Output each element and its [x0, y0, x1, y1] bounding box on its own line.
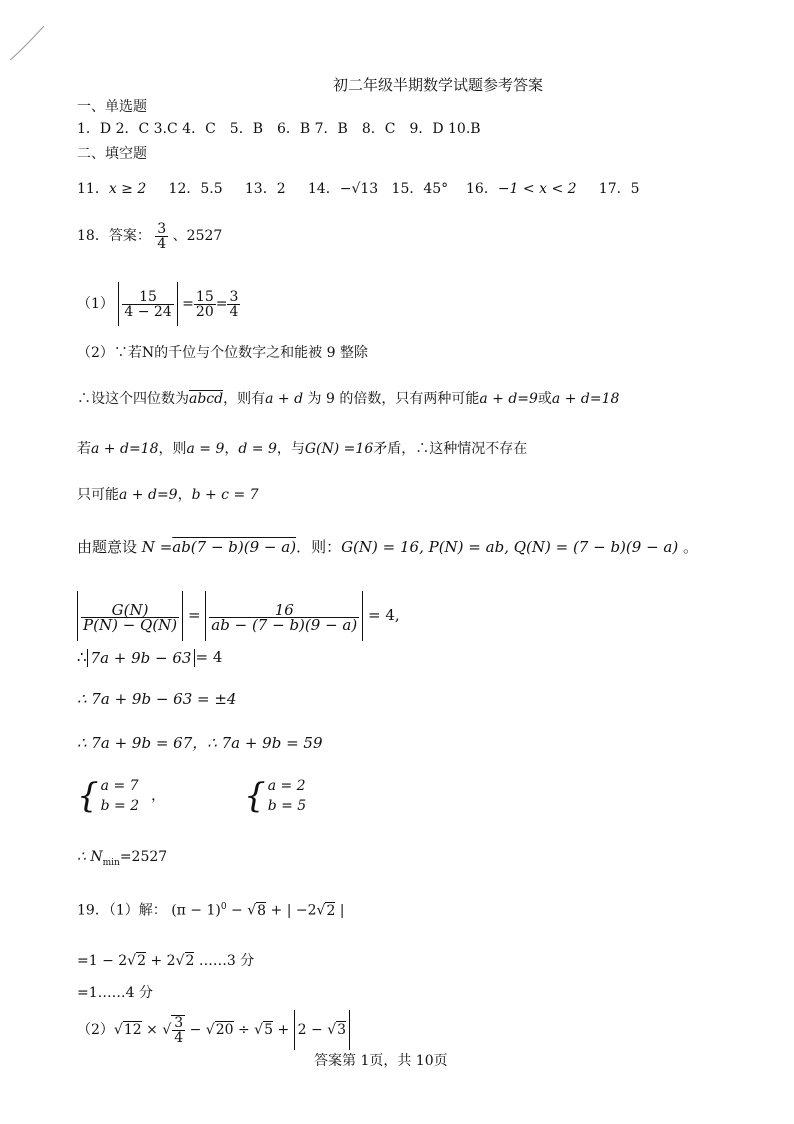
l4i: 矛盾，∴这种情况不存在 — [373, 441, 528, 457]
q18-line3 — [77, 390, 619, 408]
l4e: ， — [224, 441, 239, 457]
l5b: a + d=9 — [119, 487, 178, 503]
l3-abcd: abcd — [189, 391, 224, 407]
l3h: a + d=18 — [551, 391, 620, 407]
q19-p1-f: | — [335, 902, 345, 919]
q13-answer: 13．2 — [244, 181, 286, 197]
q19-p2-e: 20 — [215, 1022, 234, 1038]
l4d: a = 9 — [186, 441, 225, 457]
q18-label: 18．答案： — [77, 228, 151, 244]
brace-1: { — [77, 776, 99, 816]
q15-answer: 15．45° — [391, 181, 449, 197]
l5c: ， — [177, 487, 192, 503]
l4h: G(N) =16 — [304, 441, 374, 457]
q16-number: 16． — [466, 181, 498, 197]
e4a: ∴ 7a + 9b = 67 — [77, 734, 193, 752]
q18-answer-line — [77, 216, 222, 256]
q18-nmin — [77, 848, 167, 872]
q19-step1 — [77, 952, 254, 970]
l4g: ，与 — [276, 441, 305, 457]
p1-num2: 15 — [195, 288, 214, 305]
q18-equation3: ∴ 7a + 9b − 63 = ±4 — [77, 690, 237, 708]
q14-answer: −√13 — [339, 181, 379, 197]
q19-p2-fd: 4 — [174, 1030, 184, 1046]
l3e: 为 9 的倍数，只有两种可能 — [303, 391, 480, 407]
e1-tail: = 4, — [367, 606, 400, 624]
q14-number: 14． — [307, 181, 340, 197]
q18-part1-label: （1） — [77, 296, 114, 312]
q19-p1-sup: 0 — [220, 902, 227, 912]
e4c: ∴ 7a + 9b = 59 — [207, 734, 323, 752]
e2b: 7a + 9b − 63 — [87, 649, 196, 667]
q18-systems — [77, 774, 306, 818]
l6b: N = — [141, 538, 173, 556]
q11-number: 11． — [77, 181, 109, 197]
fill-blank-answers — [77, 180, 640, 198]
e4b: ， — [192, 734, 208, 752]
q18-frac-num: 3 — [157, 220, 167, 237]
q19-p2-fn: 3 — [174, 1015, 184, 1031]
q18-part2: （2）∵若N的千位与个位数字之和能被 9 整除 — [77, 345, 368, 361]
q19-p1-a: (π − 1) — [171, 902, 221, 919]
page-footer: 答案第 1页，共 10页 — [314, 1053, 448, 1069]
e1-num1: G(N) — [81, 603, 179, 618]
q19-s1b: 2 — [137, 953, 147, 969]
p1-den2: 20 — [195, 303, 214, 320]
q19-p2-h: + — [273, 1022, 294, 1038]
p1-den1: 4 − 24 — [124, 303, 172, 320]
q19-p1-b: − √ — [226, 902, 257, 919]
l6e: G(N) = 16, P(N) = ab, Q(N) = (7 − b)(9 − a) — [341, 538, 679, 556]
nmin-a: ∴ N — [77, 849, 103, 865]
q11-answer: x ≥ 2 — [108, 181, 147, 197]
s2a: a = 2 — [267, 778, 306, 794]
s1b: b = 2 — [100, 798, 140, 814]
l3d: a + d — [265, 391, 304, 407]
q19-p2-g: 5 — [264, 1022, 274, 1038]
e1-den1: P(N) − Q(N) — [83, 615, 178, 634]
q19-p1-e: 2 — [326, 902, 336, 919]
q19-p2-abs-b: 3 — [337, 1022, 347, 1038]
q19-p2-c: × — [141, 1022, 163, 1038]
q12-answer: 12．5.5 — [168, 181, 223, 197]
l3c: ，则有 — [223, 391, 266, 407]
q18-equation1 — [77, 590, 400, 640]
s2b: b = 5 — [267, 798, 307, 814]
q18-fraction — [155, 222, 168, 251]
q17-answer: 17．5 — [598, 181, 640, 197]
q19-p2-a: √ — [113, 1022, 123, 1038]
l3f: a + d=9 — [479, 391, 538, 407]
l3g: 或 — [537, 391, 552, 407]
q18-part1: （1） $\frac{15}{4 - 24}$ = $\frac{15}{20}$ = $\frac{3}{4}$ — [77, 282, 240, 326]
q18-line4 — [77, 440, 527, 458]
q18-line6 — [77, 538, 698, 556]
l3a: ∴设这个四位数为 — [77, 391, 189, 407]
e2c: = 4 — [195, 648, 223, 666]
q16-answer: −1 < x < 2 — [497, 181, 577, 197]
q18-line5 — [77, 486, 259, 504]
l4a: 若 — [77, 441, 91, 457]
section-fill-blank: 二、填空题 — [77, 146, 147, 162]
q19-p1-label: 19．（1）解： — [77, 902, 167, 919]
q19-p2-abs-a: 2 − √ — [297, 1022, 337, 1038]
q18-part1-abs — [118, 282, 177, 326]
nmin-sub: min — [102, 857, 120, 868]
l5d: b + c = 7 — [191, 487, 259, 503]
l4c: ，则 — [158, 441, 187, 457]
e2a: ∴ — [77, 648, 87, 666]
q19-s1d: 2 — [185, 953, 195, 969]
q19-p2-b: 12 — [123, 1022, 142, 1038]
l4b: a + d=18 — [91, 441, 159, 457]
q18-equation2 — [77, 648, 222, 667]
p1-num1: 15 — [122, 290, 173, 305]
nmin-b: =2527 — [119, 849, 168, 865]
q19-part1 — [77, 898, 345, 920]
pen-stroke-mark — [8, 22, 48, 66]
q18-equation4 — [77, 734, 323, 752]
q19-p2-f: ÷ √ — [233, 1022, 264, 1038]
p1-num3: 3 — [229, 288, 239, 305]
q19-p2-label: （2） — [77, 1022, 114, 1038]
l6c: ab(7 − b)(9 − a) — [172, 538, 297, 556]
l5a: 只可能 — [77, 487, 119, 503]
l4f: d = 9 — [238, 441, 277, 457]
q19-p1-c: 8 — [257, 902, 267, 919]
q19-p2-d: − √ — [185, 1022, 215, 1038]
q19-s1a: =1 − 2√ — [77, 953, 137, 969]
s1c: ， — [151, 788, 166, 804]
p1-den3: 4 — [229, 303, 239, 320]
l6a: 由题意设 — [77, 538, 138, 556]
page-title: 初二年级半期数学试题参考答案 — [333, 76, 544, 94]
l6d: ．则： — [296, 538, 342, 556]
s1a: a = 7 — [100, 778, 139, 794]
e1-den2: ab − (7 − b)(9 − a) — [211, 615, 358, 634]
q18-frac-den: 4 — [157, 235, 167, 252]
q19-s1e: ……3 分 — [194, 953, 255, 969]
l6f: 。 — [683, 538, 699, 556]
q18-tail: 、2527 — [172, 228, 223, 244]
q19-part2: （2）√12 × √ $\frac{3}{4}$ − √20 ÷ √5 + 2 − √3 — [77, 1010, 350, 1050]
e1-num2: 16 — [209, 603, 359, 618]
e1-eq: = — [187, 606, 201, 624]
q19-s1c: + 2√ — [146, 953, 185, 969]
q19-step2: =1……4 分 — [77, 985, 153, 1001]
q19-p1-d: + | −2√ — [266, 902, 326, 919]
section-single-choice: 一、单选题 — [77, 99, 147, 115]
brace-2: { — [244, 776, 266, 816]
single-choice-answers: 1．D 2．C 3.C 4．C 5．B 6．B 7．B 8．C 9．D 10.B — [77, 121, 481, 137]
